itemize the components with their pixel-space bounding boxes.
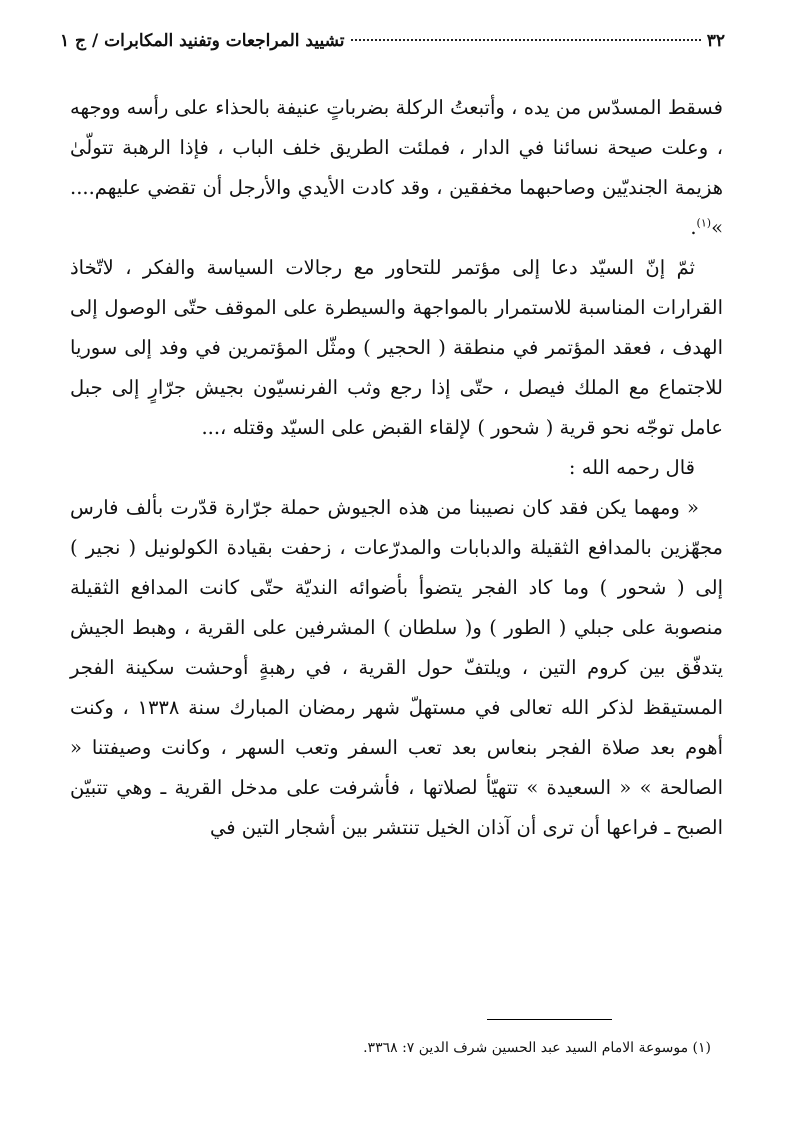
paragraph-4: « ومهما يكن فقد كان نصيبنا من هذه الجيوش حملة جرّارة قدّرت بألف فارس مجهّزين بالمدافع الثقيلة والدبابات والمدرّعات ، زحفت بقيادة الكولونيل ( نجير ) إلى ( شحور ) وما كاد الفجر يتضوأ بأضوائه النديّة حتّى كانت المدافع الثقيلة منصوبة على جبلي ( الطور ) و( سلطان ) المشرفين على القرية ، وهبط الجيش يتدفّق بين كروم التين ، ويلتفّ حول القرية ، في رهبةٍ أوحشت سكينة الفجر المستيقظ لذكر الله تعالى في مستهلّ شهر رمضان المبارك سنة ١٣٣٨ ، وكنت أهوم بعد صلاة الفجر بنعاس بعد تعب السفر وتعب السهر ، وكانت وصيفتنا « الصالحة » « السعيدة » تتهيّأ لصلاتها ، فأشرفت على مدخل القرية ـ وهي تتبيّن الصبح ـ فراعها أن ترى أن آذان الخيل تنتشر بين أشجار التين في	[70, 496, 723, 839]
paragraph-end: .	[690, 216, 697, 239]
footnote-ref: (١)	[696, 216, 712, 230]
page-body	[70, 88, 723, 848]
running-title: تشييد المراجعات وتفنيد المكابرات / ج ١	[60, 31, 345, 51]
footnote: (١) موسوعة الامام السيد عبد الحسين شرف الدين ٧: ٣٣٦٨.	[363, 1040, 711, 1056]
paragraph-text: فسقط المسدّس من يده ، وأتبعتُ الركلة بضرباتٍ عنيفة بالحذاء على رأسه ووجهه ، وعلت صيحة نسائنا في الدار ، فملئت الطريق خلف الباب ، فإذا الرهبة تتولّىٰ هزيمة الجنديّين وصاحبهما مخفقين ، وقد كادت الأيدي والأرجل أن تقضي عليهم.... »	[70, 96, 723, 239]
footnote-separator	[487, 1019, 612, 1020]
paragraph-1	[70, 88, 723, 248]
running-header	[60, 30, 725, 52]
paragraph-2: ثمّ إنّ السيّد دعا إلى مؤتمر للتحاور مع رجالات السياسة والفكر ، لاتّخاذ القرارات المناسبة للاستمرار بالمواجهة والسيطرة على الموقف حتّى الوصول إلى الهدف ، فعقد المؤتمر في منطقة ( الحجير ) ومثّل المؤتمرين في وفد إلى سوريا للاجتماع مع الملك فيصل ، حتّى إذا رجع وثب الفرنسيّون بجيش جرّارٍ إلى جبل عامل توجّه نحو قرية ( شحور ) لإلقاء القبض على السيّد وقتله ،...	[70, 256, 723, 439]
page-number: ٣٢	[706, 31, 725, 51]
paragraph-3: قال رحمه الله :	[568, 456, 695, 479]
header-dot-leader	[351, 39, 701, 41]
